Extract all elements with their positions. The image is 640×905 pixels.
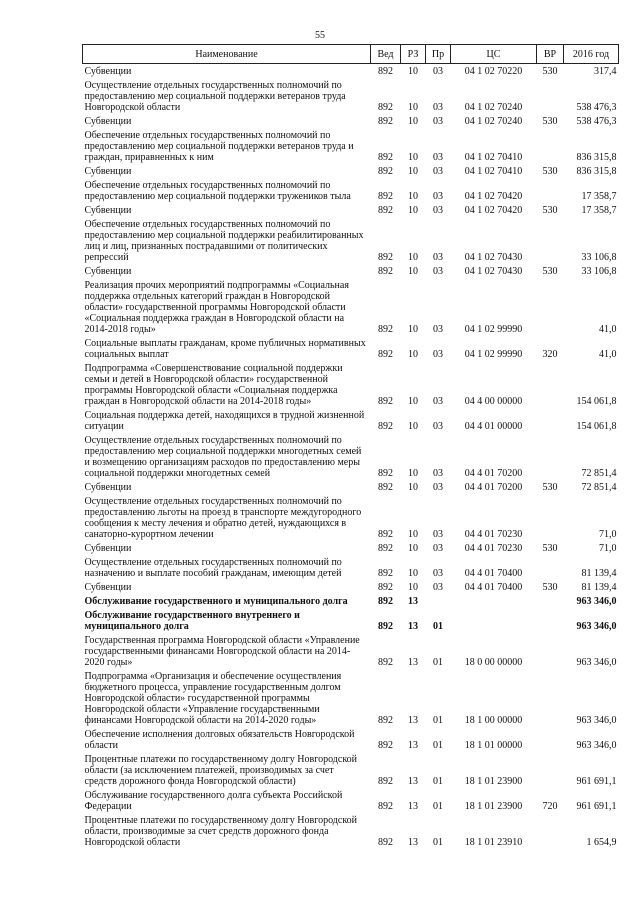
cell-name: Осуществление отдельных государственных полномочий по предоставлению мер социальной поддержки ветеранов труда Новгородской области — [84, 80, 346, 113]
cell-ved: 892 — [378, 568, 393, 579]
page-number: 55 — [315, 30, 325, 41]
cell-amount: 961 691,1 — [576, 776, 617, 787]
cell-pr: 01 — [433, 657, 443, 668]
cell-ved: 892 — [378, 252, 393, 263]
table-row — [83, 594, 619, 608]
cell-pr: 03 — [433, 102, 443, 113]
header-amount: 2016 год — [564, 45, 619, 64]
cell-amount: 72 851,4 — [581, 468, 617, 479]
cell-amount: 961 691,1 — [576, 801, 617, 812]
cell-cs: 04 4 01 70200 — [464, 482, 523, 493]
table-row — [83, 64, 619, 79]
cell-vr — [537, 669, 564, 727]
cell-vr — [537, 594, 564, 608]
cell-rz: 13 — [408, 740, 418, 751]
cell-pr: 03 — [433, 324, 443, 335]
cell-cs: 04 4 01 70400 — [464, 568, 523, 579]
cell-amount: 17 358,7 — [581, 191, 617, 202]
cell-rz: 10 — [408, 152, 418, 163]
cell-rz: 10 — [408, 116, 418, 127]
cell-cs: 04 4 01 70200 — [464, 468, 523, 479]
cell-rz: 10 — [408, 102, 418, 113]
header-cs: ЦС — [451, 45, 537, 64]
cell-cs: 18 1 01 23900 — [464, 801, 523, 812]
cell-rz: 10 — [408, 166, 418, 177]
table-header — [83, 45, 619, 64]
cell-name: Субвенции — [84, 116, 132, 127]
cell-pr: 03 — [433, 191, 443, 202]
cell-rz: 10 — [408, 543, 418, 554]
cell-cs: 04 4 01 70230 — [464, 529, 523, 540]
cell-rz: 10 — [408, 324, 418, 335]
cell-vr: 530 — [542, 66, 558, 77]
cell-amount: 17 358,7 — [581, 205, 617, 216]
cell-pr: 03 — [433, 252, 443, 263]
header-vr: ВР — [537, 45, 564, 64]
cell-rz: 10 — [408, 266, 418, 277]
cell-amount: 963 346,0 — [576, 740, 617, 751]
cell-ved: 892 — [378, 324, 393, 335]
cell-name: Осуществление отдельных государственных полномочий по предоставлению льготы на проезд в транспорте междугородного сообщения к месту лечения и обратно детей, нуждающихся в санаторно-курортном лечении — [84, 496, 362, 540]
cell-name: Субвенции — [84, 66, 132, 77]
cell-vr — [537, 278, 564, 336]
cell-vr — [537, 78, 564, 114]
cell-cs: 04 1 02 70420 — [464, 191, 523, 202]
table-row — [83, 494, 619, 541]
table-row — [83, 264, 619, 278]
table-row — [83, 408, 619, 433]
cell-amount: 963 346,0 — [576, 715, 617, 726]
cell-cs: 04 1 02 70430 — [464, 252, 523, 263]
cell-rz: 13 — [408, 657, 418, 668]
table-row — [83, 669, 619, 727]
cell-cs: 04 1 02 70430 — [464, 266, 523, 277]
cell-ved: 892 — [378, 776, 393, 787]
cell-vr — [537, 494, 564, 541]
cell-vr: 720 — [542, 801, 558, 812]
cell-amount: 963 346,0 — [576, 657, 617, 668]
cell-cs: 04 1 02 70240 — [464, 102, 523, 113]
cell-ved: 892 — [378, 801, 393, 812]
cell-pr: 03 — [433, 582, 443, 593]
cell-vr — [537, 752, 564, 788]
cell-pr — [426, 594, 451, 608]
table-row — [83, 788, 619, 813]
table-row — [83, 203, 619, 217]
cell-rz: 10 — [408, 252, 418, 263]
cell-amount: 1 654,9 — [586, 837, 617, 848]
table-row — [83, 164, 619, 178]
cell-rz: 10 — [408, 582, 418, 593]
cell-name: Социальная поддержка детей, находящихся в трудной жизненной ситуации — [84, 410, 365, 432]
cell-ved: 892 — [378, 740, 393, 751]
cell-cs — [451, 594, 537, 608]
cell-pr: 01 — [433, 776, 443, 787]
header-rz: РЗ — [401, 45, 426, 64]
table-row — [83, 128, 619, 164]
cell-ved: 892 — [378, 621, 393, 632]
cell-ved: 892 — [378, 543, 393, 554]
cell-vr — [537, 217, 564, 264]
cell-name: Осуществление отдельных государственных полномочий по назначению и выплате пособий гражданам, имеющим детей — [84, 557, 342, 579]
cell-rz: 10 — [408, 568, 418, 579]
cell-name: Субвенции — [84, 266, 132, 277]
cell-ved: 892 — [378, 715, 393, 726]
table-row — [83, 114, 619, 128]
cell-amount: 81 139,4 — [581, 568, 617, 579]
cell-pr: 03 — [433, 152, 443, 163]
cell-pr: 03 — [433, 266, 443, 277]
cell-name: Субвенции — [84, 166, 132, 177]
cell-amount: 71,0 — [599, 543, 617, 554]
cell-ved: 892 — [378, 837, 393, 848]
table-row — [83, 217, 619, 264]
cell-pr: 03 — [433, 543, 443, 554]
cell-rz: 10 — [408, 396, 418, 407]
table-row — [83, 608, 619, 633]
table-row — [83, 78, 619, 114]
cell-vr — [537, 178, 564, 203]
cell-name: Обеспечение отдельных государственных полномочий по предоставлению мер социальной поддержки реабилитированных лиц и лиц, признанных пострадавшими от политических репрессий — [84, 219, 364, 263]
header-name: Наименование — [83, 45, 371, 64]
header-ved: Вед — [371, 45, 401, 64]
cell-rz: 13 — [408, 621, 418, 632]
cell-ved: 892 — [378, 116, 393, 127]
cell-amount: 963 346,0 — [576, 596, 617, 607]
cell-name: Процентные платежи по государственному долгу Новгородской области (за исключением платежей, производимых за счет средств дорожного фонда Новгородской области) — [84, 754, 358, 787]
cell-name: Субвенции — [84, 543, 132, 554]
cell-name: Подпрограмма «Совершенствование социальной поддержки семьи и детей в Новгородской области» государственной программы Новгородской области «Социальная поддержка граждан в Новгородской области на 2014-2018 годы» — [84, 363, 343, 407]
cell-ved: 892 — [378, 102, 393, 113]
cell-amount: 41,0 — [599, 324, 617, 335]
cell-ved: 892 — [378, 152, 393, 163]
cell-pr: 03 — [433, 468, 443, 479]
cell-pr: 03 — [433, 205, 443, 216]
cell-name: Социальные выплаты гражданам, кроме публичных нормативных социальных выплат — [84, 338, 366, 360]
cell-cs: 04 4 00 00000 — [464, 396, 523, 407]
table-row — [83, 541, 619, 555]
table-row — [83, 433, 619, 480]
cell-pr: 01 — [433, 837, 443, 848]
cell-vr: 530 — [542, 582, 558, 593]
cell-amount: 71,0 — [599, 529, 617, 540]
cell-ved: 892 — [378, 191, 393, 202]
cell-cs: 04 4 01 70400 — [464, 582, 523, 593]
cell-pr: 03 — [433, 529, 443, 540]
cell-name: Субвенции — [84, 482, 132, 493]
cell-cs: 18 1 00 00000 — [464, 715, 523, 726]
budget-table — [82, 44, 619, 849]
cell-vr — [537, 813, 564, 849]
cell-vr: 530 — [542, 543, 558, 554]
cell-vr: 320 — [542, 349, 558, 360]
cell-name: Субвенции — [84, 205, 132, 216]
cell-name: Обслуживание государственного и муниципального долга — [84, 596, 348, 607]
cell-ved: 892 — [378, 166, 393, 177]
cell-cs: 04 1 02 70410 — [464, 166, 523, 177]
cell-pr: 03 — [433, 568, 443, 579]
cell-pr: 01 — [433, 621, 443, 632]
cell-ved: 892 — [378, 529, 393, 540]
cell-ved: 892 — [378, 349, 393, 360]
cell-vr — [537, 633, 564, 669]
header-pr: Пр — [426, 45, 451, 64]
cell-cs: 04 1 02 99990 — [464, 349, 523, 360]
cell-amount: 33 106,8 — [581, 252, 617, 263]
cell-rz: 13 — [408, 801, 418, 812]
cell-rz: 10 — [408, 421, 418, 432]
cell-ved: 892 — [378, 396, 393, 407]
cell-amount: 963 346,0 — [576, 621, 617, 632]
cell-amount: 836 315,8 — [576, 152, 617, 163]
table-row — [83, 278, 619, 336]
cell-rz: 13 — [408, 596, 418, 607]
cell-pr: 03 — [433, 482, 443, 493]
cell-rz: 10 — [408, 66, 418, 77]
cell-rz: 13 — [408, 715, 418, 726]
cell-rz: 10 — [408, 349, 418, 360]
cell-rz: 10 — [408, 191, 418, 202]
cell-pr: 03 — [433, 349, 443, 360]
table-row — [83, 633, 619, 669]
cell-rz: 13 — [408, 776, 418, 787]
cell-cs: 04 4 01 00000 — [464, 421, 523, 432]
cell-name: Обслуживание государственного внутреннего и муниципального долга — [84, 610, 300, 632]
cell-rz: 10 — [408, 482, 418, 493]
table-body — [83, 64, 619, 850]
table-row — [83, 813, 619, 849]
cell-ved: 892 — [378, 421, 393, 432]
cell-cs: 04 1 02 70240 — [464, 116, 523, 127]
cell-cs: 18 1 01 00000 — [464, 740, 523, 751]
cell-ved: 892 — [378, 482, 393, 493]
cell-vr — [537, 408, 564, 433]
table-row — [83, 336, 619, 361]
cell-cs: 18 1 01 23910 — [464, 837, 523, 848]
table-row — [83, 727, 619, 752]
table-row — [83, 752, 619, 788]
cell-name: Обеспечение исполнения долговых обязательств Новгородской области — [84, 729, 355, 751]
cell-ved: 892 — [378, 596, 393, 607]
cell-pr: 03 — [433, 66, 443, 77]
cell-amount: 81 139,4 — [581, 582, 617, 593]
cell-cs: 04 1 02 70220 — [464, 66, 523, 77]
table-row — [83, 178, 619, 203]
cell-name: Обслуживание государственного долга субъекта Российской Федерации — [84, 790, 343, 812]
cell-ved: 892 — [378, 66, 393, 77]
cell-pr: 03 — [433, 166, 443, 177]
cell-ved: 892 — [378, 657, 393, 668]
cell-rz: 10 — [408, 529, 418, 540]
cell-name: Обеспечение отдельных государственных полномочий по предоставлению мер социальной поддержки тружеников тыла — [84, 180, 351, 202]
cell-vr: 530 — [542, 166, 558, 177]
cell-ved: 892 — [378, 582, 393, 593]
cell-vr: 530 — [542, 482, 558, 493]
cell-pr: 03 — [433, 116, 443, 127]
cell-amount: 538 476,3 — [576, 116, 617, 127]
cell-name: Реализация прочих мероприятий подпрограммы «Социальная поддержка отдельных категорий граждан в Новгородской области» государственной программы Новгородской области «Социальная поддержка граждан в Новгородской области на 2014-2018 годы» — [84, 280, 349, 335]
cell-cs — [451, 608, 537, 633]
cell-name: Подпрограмма «Организация и обеспечение осуществления бюджетного процесса, управление государственным долгом Новгородской области» государственной программы Новгородской области «Управление государственными финансами Новгородской области на 2014-2020 годы» — [84, 671, 342, 726]
table-row — [83, 580, 619, 594]
cell-rz: 10 — [408, 468, 418, 479]
cell-cs: 04 1 02 70420 — [464, 205, 523, 216]
cell-ved: 892 — [378, 205, 393, 216]
cell-name: Процентные платежи по государственному долгу Новгородской области, производимые за счет средств дорожного фонда Новгородской области — [84, 815, 358, 848]
cell-pr: 01 — [433, 715, 443, 726]
cell-amount: 33 106,8 — [581, 266, 617, 277]
cell-cs: 04 4 01 70230 — [464, 543, 523, 554]
table-row — [83, 480, 619, 494]
cell-vr — [537, 555, 564, 580]
cell-vr: 530 — [542, 116, 558, 127]
table-row — [83, 361, 619, 408]
cell-cs: 04 1 02 99990 — [464, 324, 523, 335]
table-row — [83, 555, 619, 580]
cell-vr — [537, 608, 564, 633]
cell-amount: 72 851,4 — [581, 482, 617, 493]
cell-name: Обеспечение отдельных государственных полномочий по предоставлению мер социальной поддержки ветеранов труда и граждан, приравненных к ним — [84, 130, 354, 163]
cell-rz: 10 — [408, 205, 418, 216]
cell-cs: 04 1 02 70410 — [464, 152, 523, 163]
cell-vr — [537, 727, 564, 752]
cell-amount: 538 476,3 — [576, 102, 617, 113]
cell-vr — [537, 361, 564, 408]
cell-pr: 01 — [433, 801, 443, 812]
cell-ved: 892 — [378, 266, 393, 277]
cell-pr: 01 — [433, 740, 443, 751]
cell-vr — [537, 433, 564, 480]
cell-amount: 41,0 — [599, 349, 617, 360]
cell-vr — [537, 128, 564, 164]
cell-vr: 530 — [542, 205, 558, 216]
cell-cs: 18 1 01 23900 — [464, 776, 523, 787]
cell-amount: 154 061,8 — [576, 421, 617, 432]
cell-pr: 03 — [433, 396, 443, 407]
cell-pr: 03 — [433, 421, 443, 432]
cell-name: Осуществление отдельных государственных полномочий по предоставлению мер социальной поддержки многодетных семей и возмещению организациям расходов по предоставлению меры социальной поддержки многодетных семей — [84, 435, 362, 479]
cell-cs: 18 0 00 00000 — [464, 657, 523, 668]
cell-amount: 836 315,8 — [576, 166, 617, 177]
cell-amount: 154 061,8 — [576, 396, 617, 407]
cell-amount: 317,4 — [594, 66, 617, 77]
cell-name: Государственная программа Новгородской области «Управление государственными финансами Новгородской области на 2014-2020 годы» — [84, 635, 360, 668]
cell-name: Субвенции — [84, 582, 132, 593]
cell-rz: 13 — [408, 837, 418, 848]
cell-vr: 530 — [542, 266, 558, 277]
cell-ved: 892 — [378, 468, 393, 479]
